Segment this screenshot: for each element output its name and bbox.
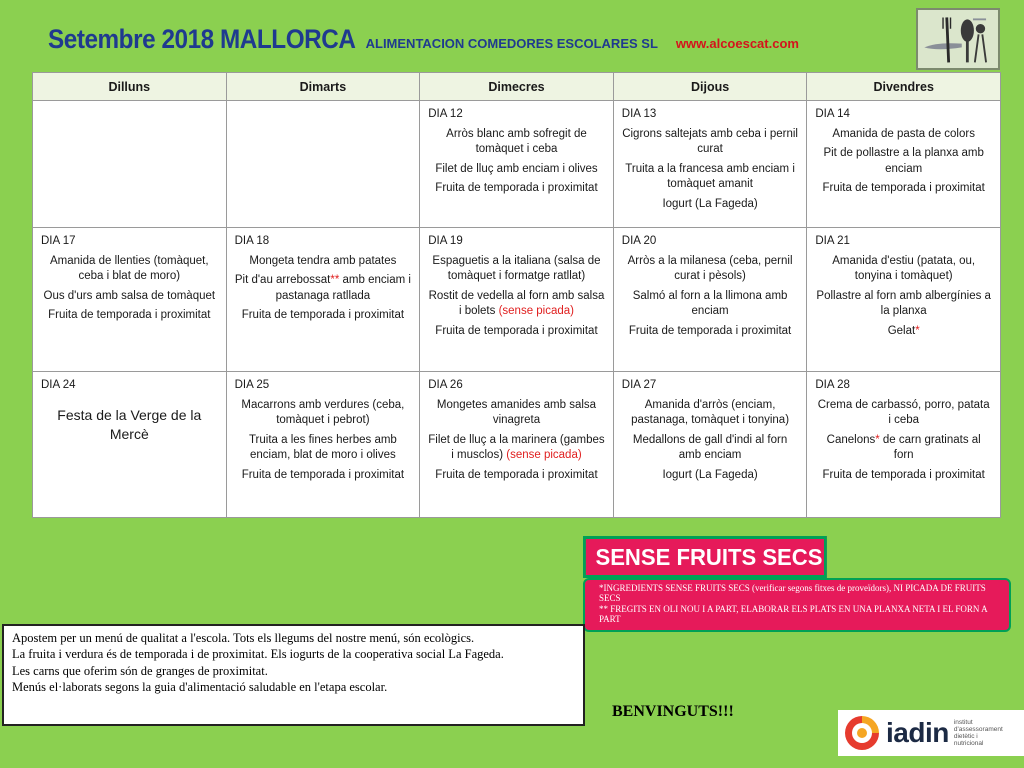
day-cell <box>613 101 807 228</box>
dish-item: Crema de carbassó, porro, patata i ceba <box>817 398 990 427</box>
dish-item: Amanida d'arròs (enciam, pastanaga, tomàquet i tonyina) <box>631 398 790 427</box>
dish-item: Rostit de vedella al forn amb salsa i bolets (sense picada) <box>428 289 605 318</box>
day-number: DIA 21 <box>815 235 850 247</box>
allergen-title-box <box>583 536 827 578</box>
dish-item: Pollastre al forn amb albergínies a la planxa <box>816 289 991 318</box>
day-number: DIA 13 <box>621 108 657 120</box>
dish-item: Amanida de llenties (tomàquet, ceba i blat de moro) <box>50 254 209 283</box>
week-row <box>33 372 1001 518</box>
dish-item: Fruita de temporada i proximitat <box>435 182 598 195</box>
dish-item: Fruita de temporada i proximitat <box>628 324 792 337</box>
day-cell <box>420 372 614 518</box>
day-number: DIA 17 <box>41 235 76 247</box>
day-cell <box>420 101 614 228</box>
week-row <box>33 228 1001 372</box>
info-line: Menús el·laborats segons la guia d'alimentació saludable en l'etapa escolar. <box>12 679 388 694</box>
day-number: DIA 18 <box>234 235 270 247</box>
day-cell <box>807 101 1001 228</box>
dish-item: Truita a la francesa amb enciam i tomàquet amanit <box>625 162 795 191</box>
day-cell <box>613 372 807 518</box>
table-header-row <box>33 73 1001 101</box>
iadin-logo-icon <box>842 713 882 753</box>
dish-item: Salmó al forn a la llimona amb enciam <box>632 289 788 318</box>
day-number: DIA 19 <box>428 235 463 247</box>
day-cell <box>807 372 1001 518</box>
day-number: DIA 27 <box>621 379 657 391</box>
page-title: Setembre 2018 MALLORCA <box>48 24 356 54</box>
info-line: Apostem per un menú de qualitat a l'escola. Tots els llegums del nostre menú, són ecològics. <box>12 631 475 645</box>
dish-item: Mongeta tendra amb patates <box>249 254 397 267</box>
day-header: Dimecres <box>420 73 614 101</box>
dish-item: Truita a les fines herbes amb enciam, blat de moro i olives <box>248 433 397 462</box>
dish-item: Filet de lluç amb enciam i olives <box>435 162 598 175</box>
page-header <box>48 24 799 60</box>
day-number: DIA 20 <box>621 235 657 247</box>
cutlery-icon <box>916 8 1000 70</box>
day-number: DIA 14 <box>815 108 850 120</box>
dish-item: Amanida de pasta de colors <box>832 127 975 140</box>
dish-item: Arròs blanc amb sofregit de tomàquet i ceba <box>446 127 587 156</box>
day-header: Divendres <box>807 73 1001 101</box>
dish-item: Iogurt (La Fageda) <box>662 197 758 210</box>
dish-item: Canelons* de carn gratinats al forn <box>826 433 981 462</box>
welcome-text: BENVINGUTS!!! <box>612 703 734 720</box>
day-cell <box>807 228 1001 372</box>
dish-item: Amanida d'estiu (patata, ou, tonyina i tomàquet) <box>832 254 976 283</box>
day-cell <box>420 228 614 372</box>
day-cell <box>33 372 227 518</box>
company-name: ALIMENTACION COMEDORES ESCOLARES SL <box>365 36 658 51</box>
dish-item: Filet de lluç a la marinera (gambes i musclos) (sense picada) <box>428 433 605 462</box>
dish-item: Fruita de temporada i proximitat <box>435 324 598 337</box>
day-cell <box>226 101 420 228</box>
dish-item: Pit de pollastre a la planxa amb enciam <box>823 147 984 175</box>
day-number: DIA 12 <box>428 108 463 120</box>
day-header: Dijous <box>613 73 807 101</box>
company-url[interactable]: www.alcoescat.com <box>675 36 799 51</box>
dish-item: Pit d'au arrebossat** amb enciam i pastanaga ratllada <box>234 274 411 302</box>
allergen-notes <box>583 578 1011 632</box>
dish-item: Espaguetis a la italiana (salsa de tomàquet i formatge ratllat) <box>432 254 601 283</box>
dish-item: Fruita de temporada i proximitat <box>48 309 211 322</box>
day-header: Dimarts <box>226 73 420 101</box>
day-number: DIA 24 <box>41 379 76 391</box>
allergen-note-1: *INGREDIENTS SENSE FRUITS SECS (verificar segons fitxes de proveïdors), NI PICADA DE FRUITS SECS <box>599 583 986 604</box>
dish-item: Macarrons amb verdures (ceba, tomàquet i pebrot) <box>241 398 405 427</box>
dish-item: Fruita de temporada i proximitat <box>822 468 985 481</box>
dish-item: Fruita de temporada i proximitat <box>822 182 985 195</box>
info-line: Les carns que oferim són de granges de proximitat. <box>12 663 268 678</box>
dish-item: Medallons de gall d'indi al forn amb enciam <box>632 433 788 462</box>
brand-tagline: institut d'assessorament dietètic i nutricional <box>953 718 1003 748</box>
week-row <box>33 101 1001 228</box>
day-number: DIA 28 <box>815 379 850 391</box>
allergen-note-2: ** FREGITS EN OLI NOU I A PART, ELABORAR ELS PLATS EN UNA PLANXA NETA I EL FORN A PART <box>599 603 988 625</box>
dish-item: Gelat* <box>887 324 920 337</box>
dish-item: Mongetes amanides amb salsa vinagreta <box>436 398 597 427</box>
day-number: DIA 25 <box>234 379 270 391</box>
brand-logo <box>838 710 1024 756</box>
menu-table <box>32 72 1001 518</box>
holiday-label: Festa de la Verge de la Mercè <box>57 406 202 443</box>
day-cell <box>33 228 227 372</box>
dish-item: Ous d'urs amb salsa de tomàquet <box>43 289 216 302</box>
dish-item: Cigrons saltejats amb ceba i pernil curat <box>622 127 798 156</box>
dish-item: Fruita de temporada i proximitat <box>241 468 405 481</box>
day-header: Dilluns <box>33 73 227 101</box>
day-cell <box>613 228 807 372</box>
day-cell <box>226 372 420 518</box>
day-cell <box>33 101 227 228</box>
info-box <box>2 624 585 726</box>
dish-item: Arròs a la milanesa (ceba, pernil curat i pèsols) <box>627 254 793 283</box>
info-line: La fruita i verdura és de temporada i de proximitat. Els iogurts de la cooperativa social La Fageda. <box>12 647 504 662</box>
day-number: DIA 26 <box>428 379 463 391</box>
dish-item: Fruita de temporada i proximitat <box>435 468 598 481</box>
brand-name: iadin <box>886 717 949 748</box>
dish-item: Fruita de temporada i proximitat <box>241 309 405 322</box>
dish-item: Iogurt (La Fageda) <box>662 468 758 481</box>
allergen-title: SENSE FRUITS SECS <box>595 543 823 570</box>
day-cell <box>226 228 420 372</box>
